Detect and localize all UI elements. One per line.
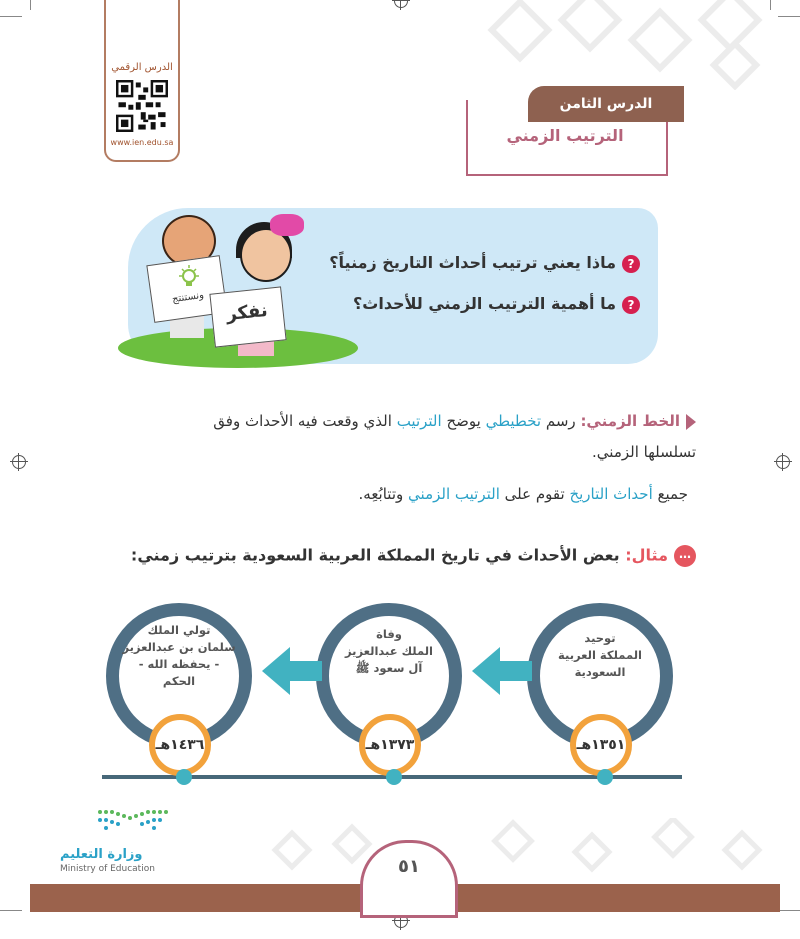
event-2-text (329, 626, 449, 677)
question-icon: ? (622, 296, 640, 314)
arrow-shaft (496, 661, 532, 681)
arrow-left-icon (262, 647, 290, 695)
event-text-line: المملكة العربية (558, 648, 642, 662)
example-label: مثال: (625, 545, 668, 565)
definition-text: يوضح (446, 412, 481, 430)
definition-line-1 (213, 412, 680, 430)
event-text-line: تولي الملك (147, 623, 211, 637)
speech-bubble-icon: … (674, 545, 696, 567)
example-text: بعض الأحداث في تاريخ المملكة العربية السعودية بترتيب زمني: (130, 545, 620, 565)
timeline-dot (597, 769, 613, 785)
statement-text: تقوم على (504, 485, 565, 503)
arrow-shaft (286, 661, 322, 681)
edition-year: 2022 - 1444 (60, 876, 115, 886)
lightbulb-icon (176, 264, 202, 290)
crop-mark (778, 910, 800, 911)
event-3-year: ١٤٣٦هـ (149, 714, 211, 776)
crop-mark (30, 0, 31, 10)
sign-small-text: ونستنتج (171, 289, 205, 306)
page-number: ٥١ (398, 856, 420, 877)
bow-illustration (270, 214, 304, 236)
definition-marker-icon (686, 414, 696, 430)
ministry-name-arabic: وزارة التعليم (60, 847, 143, 862)
event-1-year: ١٣٥١هـ (570, 714, 632, 776)
event-3-text (119, 622, 239, 690)
question-2 (353, 294, 640, 314)
definition-text: رسم (545, 412, 576, 430)
registration-mark-icon (12, 455, 26, 469)
event-2-year: ١٣٧٣هـ (359, 714, 421, 776)
definition-keyword: تخطيطي (485, 412, 542, 430)
statement-text: جميع (657, 485, 688, 503)
event-text-line: توحيد (584, 631, 616, 645)
definition-term: الخط الزمني: (580, 412, 680, 430)
event-text-line: آل سعود ﷺ (355, 661, 423, 675)
digital-lesson-box[interactable] (104, 0, 180, 162)
question-icon: ? (622, 255, 640, 273)
qr-code-icon[interactable] (116, 80, 168, 132)
statement-text: وتتابُعِه. (358, 485, 404, 503)
bottom-pattern (260, 818, 780, 884)
digital-lesson-label: الدرس الرقمي (111, 62, 173, 73)
statement-keyword: أحداث التاريخ (569, 485, 653, 503)
statement (359, 485, 688, 503)
event-text-line: الحكم (162, 674, 196, 688)
statement-keyword: الترتيب الزمني (408, 485, 500, 503)
digital-lesson-url[interactable]: www.ien.edu.sa (110, 138, 174, 147)
registration-mark-icon (776, 455, 790, 469)
event-text-line: الملك عبدالعزيز (345, 644, 433, 658)
event-text-line: السعودية (574, 665, 626, 679)
definition-keyword: الترتيب (396, 412, 442, 430)
question-1 (329, 253, 640, 273)
event-1-text (540, 630, 660, 681)
lesson-title: الترتيب الزمني (506, 126, 624, 145)
arrow-left-icon (472, 647, 500, 695)
registration-mark-icon (394, 0, 408, 8)
timeline-dot (386, 769, 402, 785)
event-text-line: سلمان بن عبدالعزيز (122, 640, 236, 654)
background-pattern (470, 0, 790, 90)
definition-line-2: تسلسلها الزمني. (592, 443, 696, 461)
lesson-number: الدرس الثامن (528, 86, 684, 122)
example-heading (131, 545, 696, 567)
question-2-text: ما أهمية الترتيب الزمني للأحداث؟ (352, 294, 616, 313)
page-number-tab (360, 840, 458, 918)
crop-mark (0, 910, 22, 911)
definition-text: الذي وقعت فيه الأحداث وفق (213, 412, 392, 430)
event-text-line: وفاة (376, 627, 402, 641)
ministry-logo-icon (60, 808, 180, 830)
event-text-line: - يحفظه الله - (138, 657, 220, 671)
crop-mark (0, 16, 22, 17)
sign-big-text: نفكر (225, 299, 269, 326)
question-1-text: ماذا يعني ترتيب أحداث التاريخ زمنياً؟ (329, 253, 616, 272)
girl-illustration (240, 228, 292, 282)
ministry-name-english: Ministry of Education (60, 864, 155, 874)
timeline-dot (176, 769, 192, 785)
